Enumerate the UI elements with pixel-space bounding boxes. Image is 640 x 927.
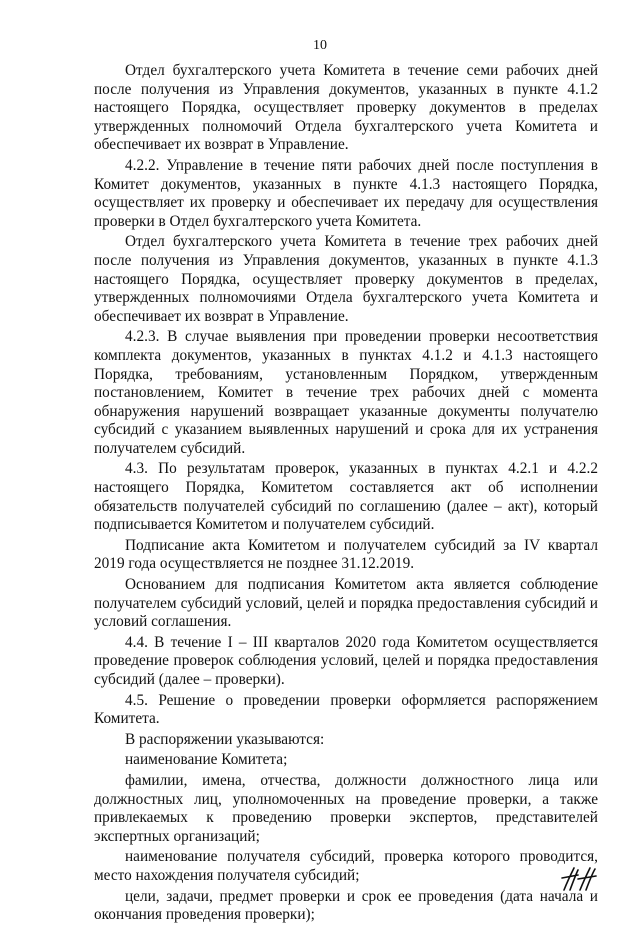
paragraph: Подписание акта Комитетом и получателем субсидий за IV квартал 2019 года осуществляется не позднее 31.12.2019. xyxy=(94,536,598,573)
paragraph: наименование получателя субсидий, проверка которого проводится, место нахождения получателя субсидий; xyxy=(94,848,598,884)
paragraph: наименование Комитета; xyxy=(125,751,288,769)
document-body xyxy=(94,62,598,927)
paragraph: фамилии, имена, отчества, должности должностного лица или должностных лиц, уполномоченных на проведение проверки, а также привлекаемых к проведению проверки экспертов, представителей экспертных организаций; xyxy=(94,771,598,845)
paragraph: 4.2.3. В случае выявления при проведении проверки несоответствия комплекта документов, указанных в пунктах 4.1.2 и 4.1.3 настоящего Порядка, требованиям, установленным Порядком, утвержденным постановлением, Комитет в течение трех рабочих дней с момента обнаружения нарушений возвращает указанные документы получателю субсидий с указанием выявленных нарушений и срока для их устранения получателем субсидий. xyxy=(94,328,598,457)
handwritten-signature xyxy=(560,866,600,892)
page-number: 10 xyxy=(313,38,327,53)
paragraph: 4.4. В течение I – III кварталов 2020 года Комитетом осуществляется проведение проверок соблюдения условий, целей и порядка предоставления субсидий (далее – проверки). xyxy=(94,633,598,688)
paragraph: В распоряжении указываются: xyxy=(125,730,325,748)
paragraph: 4.2.2. Управление в течение пяти рабочих дней после поступления в Комитет документов, указанных в пункте 4.1.3 настоящего Порядка, осуществляет их проверку и обеспечивает их передачу для осуществления проверки в Отдел бухгалтерского учета Комитета. xyxy=(94,156,598,230)
paragraph: цели, задачи, предмет проверки и срок ее проведения (дата начала и окончания проведения проверки); xyxy=(94,887,598,924)
paragraph: Отдел бухгалтерского учета Комитета в течение семи рабочих дней после получения из Управления документов, указанных в пункте 4.1.2 настоящего Порядка, осуществляет проверку документов в пределах утвержденных полномочий Отдела бухгалтерского учета Комитета и обеспечивает их возврат в Управление. xyxy=(94,62,598,154)
paragraph: 4.5. Решение о проведении проверки оформляется распоряжением Комитета. xyxy=(94,691,598,728)
paragraph: Отдел бухгалтерского учета Комитета в течение трех рабочих дней после получения из Управления документов, указанных в пункте 4.1.3 настоящего Порядка, осуществляет проверку документов в пределах, утвержденных полномочиями Отдела бухгалтерского учета Комитета и обеспечивает их возврат в Управление. xyxy=(94,233,598,325)
paragraph: 4.3. По результатам проверок, указанных в пунктах 4.2.1 и 4.2.2 настоящего Порядка, Комитетом составляется акт об исполнении обязательств получателей субсидий по соглашению (далее – акт), который подписывается Комитетом и получателем субсидий. xyxy=(94,460,598,534)
paragraph: Основанием для подписания Комитетом акта является соблюдение получателем субсидий условий, целей и порядка предоставления субсидий и условий соглашения. xyxy=(94,576,598,631)
